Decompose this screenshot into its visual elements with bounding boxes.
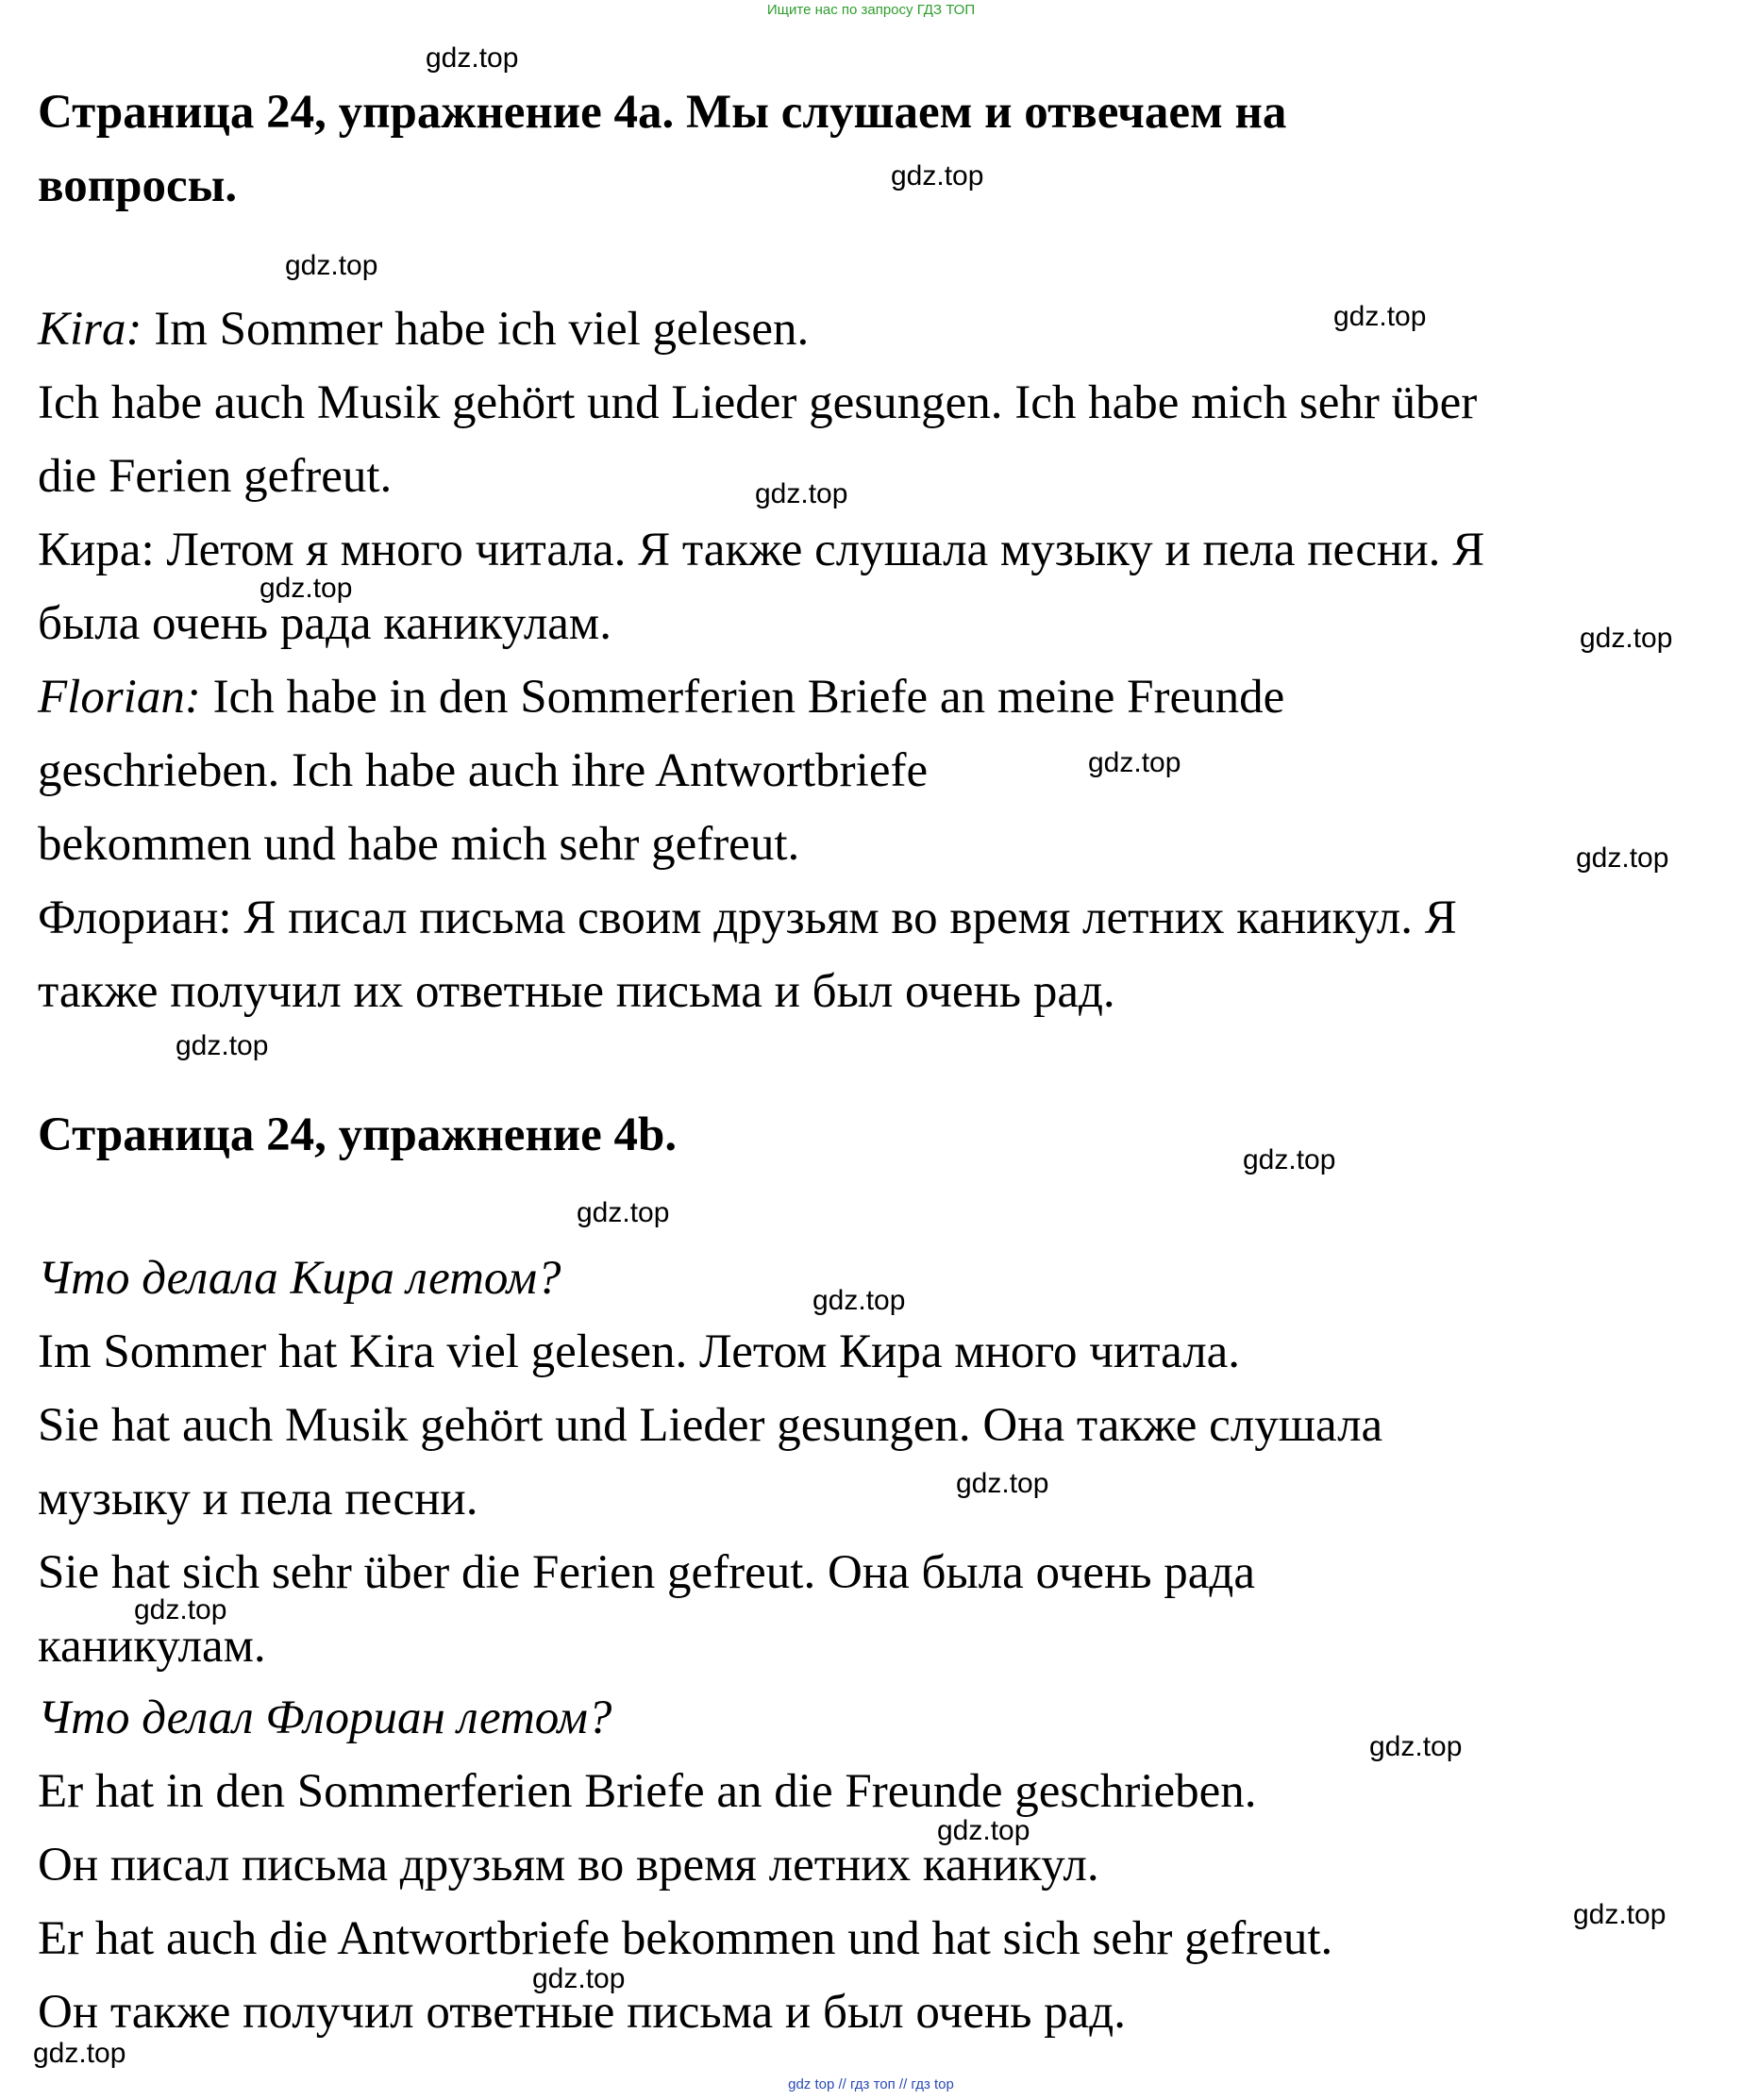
question-kira: Что делала Кира летом? [38,1252,561,1305]
kira-line-3: die Ferien gefreut. [38,450,393,503]
section-b-heading: Страница 24, упражнение 4b. [38,1108,678,1161]
answer-florian-line-1: Er hat in den Sommerferien Briefe an die Freunde geschrieben. [38,1765,1257,1818]
watermark: gdz.top [1333,301,1427,332]
kira-translation-line-2: была очень рада каникулам. [38,597,611,650]
watermark: gdz.top [1580,623,1673,654]
watermark: gdz.top [891,160,984,192]
watermark: gdz.top [812,1285,906,1316]
section-a-heading: Страница 24, упражнение 4a. Мы слушаем и отвечаем на [38,86,1287,139]
watermark: gdz.top [532,1963,626,1994]
watermark: gdz.top [1573,1899,1667,1930]
answer-kira-line-2: Sie hat auch Musik gehört und Lieder gesungen. Она также слушала [38,1399,1383,1452]
watermark: gdz.top [33,2038,126,2069]
florian-line [38,660,1284,734]
kira-line-text: Im Sommer habe ich viel gelesen. [142,303,810,356]
bottom-banner: gdz top // гдз топ // гдз top [788,2076,954,2092]
watermark: gdz.top [134,1594,227,1625]
kira-line-2: Ich habe auch Musik gehört und Lieder gesungen. Ich habe mich sehr über [38,376,1478,429]
watermark: gdz.top [577,1197,670,1228]
top-banner: Ищите нас по запросу ГДЗ ТОП [766,2,976,18]
kira-line [38,292,809,366]
watermark: gdz.top [755,478,848,509]
florian-line-2: geschrieben. Ich habe auch ihre Antwortbriefe [38,744,929,797]
question-florian: Что делал Флориан летом? [38,1692,612,1744]
answer-florian-line-2: Он писал письма друзьям во время летних каникул. [38,1839,1099,1892]
florian-speaker-label: Florian: [38,671,201,724]
watermark: gdz.top [426,42,519,74]
answer-kira-line-1: Im Sommer hat Kira viel gelesen. Летом Кира много читала. [38,1325,1241,1378]
watermark: gdz.top [1088,747,1181,778]
florian-translation-line-1: Флориан: Я писал письма своим друзьям во время летних каникул. Я [38,892,1457,944]
answer-kira-line-5: каникулам. [38,1620,266,1673]
watermark: gdz.top [176,1030,269,1061]
kira-translation-line-1: Кира: Летом я много читала. Я также слушала музыку и пела песни. Я [38,524,1485,576]
answer-florian-line-4: Он также получил ответные письма и был очень рад. [38,1986,1126,2039]
kira-speaker-label: Kira: [38,303,142,356]
watermark: gdz.top [937,1815,1030,1846]
watermark: gdz.top [1576,842,1669,874]
answer-florian-line-3: Er hat auch die Antwortbriefe bekommen und hat sich sehr gefreut. [38,1912,1333,1965]
watermark: gdz.top [285,250,378,281]
watermark: gdz.top [1369,1731,1463,1762]
watermark: gdz.top [260,573,353,604]
florian-translation-line-2: также получил их ответные письма и был очень рад. [38,965,1115,1018]
watermark: gdz.top [956,1468,1049,1499]
florian-line-3: bekommen und habe mich sehr gefreut. [38,818,800,871]
florian-line-text: Ich habe in den Sommerferien Briefe an meine Freunde [200,671,1285,724]
section-a-heading-continued: вопросы. [38,159,238,212]
answer-kira-line-3: музыку и пела песни. [38,1473,478,1525]
watermark: gdz.top [1243,1144,1336,1175]
answer-kira-line-4: Sie hat sich sehr über die Ferien gefreut. Она была очень рада [38,1546,1256,1599]
